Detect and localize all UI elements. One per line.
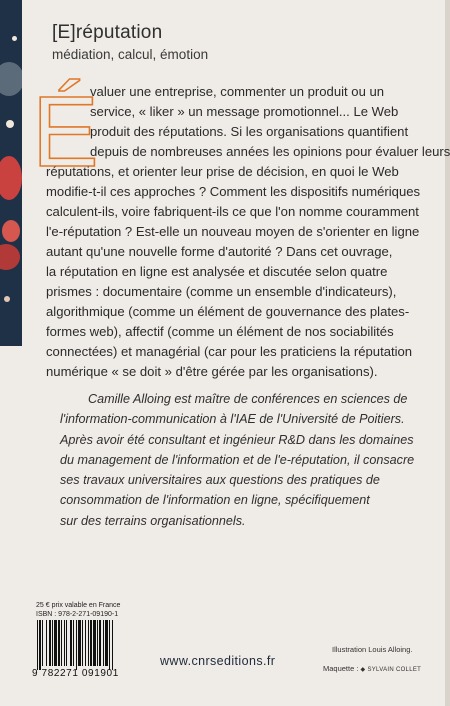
barcode-bar xyxy=(112,620,113,670)
book-title: [E]réputation xyxy=(52,22,163,43)
barcode-bar xyxy=(105,620,108,666)
barcode-bar xyxy=(99,620,101,666)
barcode-bar xyxy=(39,620,41,670)
blurb-line: autant qu'une nouvelle forme d'autorité ? Dans cet ouvrage, xyxy=(46,244,393,259)
publisher-website: www.cnrseditions.fr xyxy=(160,654,276,668)
barcode-bar xyxy=(97,620,98,666)
bio-line: Après avoir été consultant et ingénieur R&D dans les domaines xyxy=(60,432,414,447)
blurb-line: algorithmique (comme un élément de gouvernance des plates- xyxy=(46,304,410,319)
barcode-bar xyxy=(88,620,89,666)
barcode-bar xyxy=(73,620,74,666)
barcode-bar xyxy=(93,620,96,666)
barcode-bar xyxy=(66,620,67,666)
blurb-line: connectées) et managérial (car pour les praticiens la réputation xyxy=(46,344,413,359)
barcode-bar xyxy=(49,620,51,666)
barcode-bar xyxy=(52,620,53,666)
price-info xyxy=(36,601,120,619)
barcode-bar xyxy=(70,620,72,666)
barcode-digits: 9 782271 091901 xyxy=(32,668,119,679)
blurb-line: l'e-réputation ? Est-elle un nouveau moyen de s'orienter en ligne xyxy=(46,224,420,239)
spine-edge xyxy=(445,0,450,706)
barcode-bar xyxy=(37,620,38,670)
maquette-credit xyxy=(323,664,421,673)
blurb-line: valuer une entreprise, commenter un produit ou un xyxy=(90,84,385,99)
barcode-bar xyxy=(54,620,57,666)
blurb-line: numérique « se doit » d'être gérée par les organisations). xyxy=(46,364,378,379)
cover-illustration-strip xyxy=(0,0,22,346)
barcode-bar xyxy=(85,620,86,666)
barcode-bar xyxy=(58,620,60,666)
maquette-name: SYLVAIN COLLET xyxy=(367,667,422,673)
bio-line: du management de l'information et de l'e-réputation, il consacre xyxy=(60,452,415,467)
barcode-bar xyxy=(90,620,92,666)
blurb-line: depuis de nombreuses années les opinions pour évaluer leurs xyxy=(90,144,450,159)
bio-line: Camille Alloing est maître de conférences en sciences de xyxy=(88,392,408,406)
barcode xyxy=(35,620,139,672)
bio-line: ses travaux universitaires aux questions des pratiques de xyxy=(60,473,380,488)
barcode-bar xyxy=(78,620,81,666)
price-text: 25 € prix valable en France xyxy=(36,602,121,609)
blurb-line: service, « liker » un message promotionnel... Le Web xyxy=(90,104,399,119)
isbn-text: ISBN : 978-2-271-09190-1 xyxy=(36,611,119,618)
blurb-line: la réputation en ligne est analysée et discutée selon quatre xyxy=(46,264,388,279)
sylvain-collet-logo: ◆ SYLVAIN COLLET xyxy=(360,667,422,673)
blurb-line: formes web), affectif (comme un élément de nos sociabilités xyxy=(46,324,394,339)
blurb-line: prismes : documentaire (comme un ensemble d'indicateurs), xyxy=(46,284,397,299)
barcode-bar xyxy=(61,620,62,666)
barcode-bar xyxy=(42,620,43,666)
barcode-bar xyxy=(64,620,65,666)
barcode-bar xyxy=(46,620,47,666)
maquette-label: Maquette : xyxy=(323,664,359,673)
illustration-credit: Illustration Louis Alloing. xyxy=(332,645,413,654)
barcode-bar xyxy=(103,620,104,666)
blurb-line: modifie-t-il ces approches ? Comment les dispositifs numériques xyxy=(46,184,421,199)
barcode-bar xyxy=(109,620,110,670)
bio-line: consommation de l'information en ligne, spécifiquement xyxy=(60,493,370,508)
author-bio xyxy=(60,389,430,531)
barcode-bar xyxy=(82,620,83,666)
bio-line: l'information-communication à l'IAE de l'Université de Poitiers. xyxy=(60,412,405,427)
blurb-line: réputations, et orienter leur prise de décision, en quoi le Web xyxy=(46,164,399,179)
drop-cap-letter: É xyxy=(32,78,99,172)
blurb-line: calculent-ils, voire fabriquent-ils ce que l'on nomme couramment xyxy=(46,204,419,219)
blurb-text xyxy=(46,82,450,382)
blurb-line: produit des réputations. Si les organisations quantifient xyxy=(90,124,409,139)
book-subtitle: médiation, calcul, émotion xyxy=(52,47,209,62)
bio-line: sur des terrains organisationnels. xyxy=(60,513,246,528)
barcode-bar xyxy=(76,620,77,670)
